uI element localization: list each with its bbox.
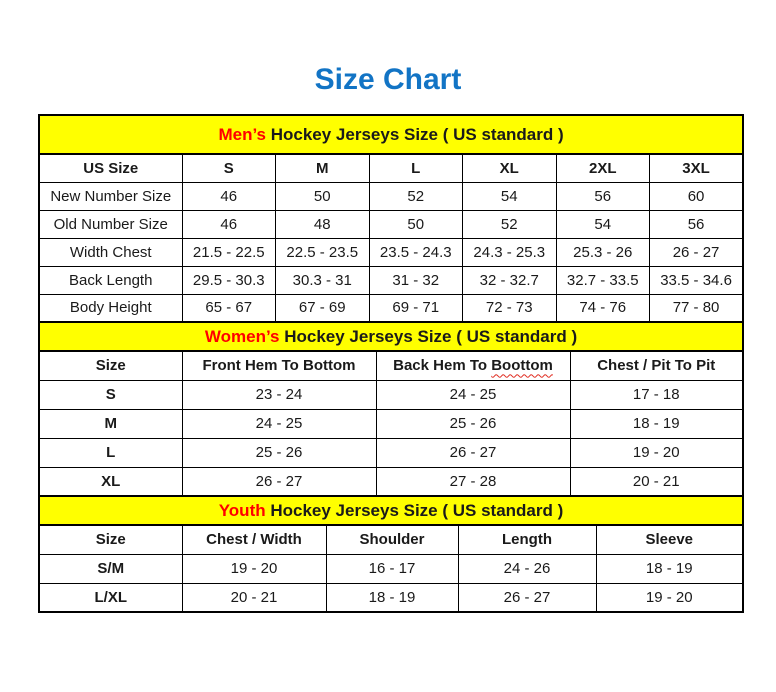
youth-section-band — [39, 496, 743, 525]
cell: 16 - 17 — [326, 554, 458, 583]
column-header: Sleeve — [596, 525, 743, 554]
column-header: XL — [463, 154, 557, 182]
table-row — [39, 409, 743, 438]
womens-size-table — [38, 321, 744, 497]
mens-section-title-highlight: Men’s — [218, 124, 266, 144]
cell: 18 - 19 — [326, 583, 458, 612]
mens-section-band — [39, 115, 743, 154]
cell: 32.7 - 33.5 — [556, 266, 650, 294]
cell: 24 - 25 — [376, 380, 570, 409]
womens-section-title — [39, 322, 743, 351]
table-row — [39, 182, 743, 210]
youth-size-table — [38, 495, 744, 613]
cell: 52 — [369, 182, 463, 210]
youth-header-row — [39, 525, 743, 554]
cell: 67 - 69 — [276, 294, 370, 322]
cell: 54 — [463, 182, 557, 210]
cell: 20 - 21 — [182, 583, 326, 612]
row-label: New Number Size — [39, 182, 182, 210]
column-header: Shoulder — [326, 525, 458, 554]
cell: 17 - 18 — [570, 380, 743, 409]
column-header: S — [182, 154, 276, 182]
cell: 29.5 - 30.3 — [182, 266, 276, 294]
column-header: Length — [458, 525, 596, 554]
page-title: Size Chart — [314, 63, 462, 96]
row-label: Width Chest — [39, 238, 182, 266]
column-header: L — [369, 154, 463, 182]
column-header: 2XL — [556, 154, 650, 182]
cell: 21.5 - 22.5 — [182, 238, 276, 266]
cell: 25 - 26 — [182, 438, 376, 467]
row-label: L/XL — [39, 583, 182, 612]
cell: 56 — [650, 210, 744, 238]
column-header: Chest / Pit To Pit — [570, 351, 743, 380]
cell: 18 - 19 — [596, 554, 743, 583]
column-header: Size — [39, 525, 182, 554]
cell: 26 - 27 — [650, 238, 744, 266]
cell: 20 - 21 — [570, 467, 743, 496]
table-row — [39, 210, 743, 238]
cell: 50 — [369, 210, 463, 238]
cell: 23.5 - 24.3 — [369, 238, 463, 266]
youth-section-title — [39, 496, 743, 525]
cell: 60 — [650, 182, 744, 210]
column-header: Size — [39, 351, 182, 380]
row-label: Body Height — [39, 294, 182, 322]
cell: 33.5 - 34.6 — [650, 266, 744, 294]
cell: 23 - 24 — [182, 380, 376, 409]
cell: 19 - 20 — [182, 554, 326, 583]
row-label: XL — [39, 467, 182, 496]
cell: 30.3 - 31 — [276, 266, 370, 294]
cell: 27 - 28 — [376, 467, 570, 496]
column-header: 3XL — [650, 154, 744, 182]
womens-section-title-highlight: Women’s — [204, 326, 280, 346]
column-header: M — [276, 154, 370, 182]
mens-size-table — [38, 114, 744, 323]
column-header-text: Back Hem To — [393, 357, 492, 375]
mens-section-title-rest: Hockey Jerseys Size ( US standard ) — [266, 124, 564, 144]
cell: 24 - 25 — [182, 409, 376, 438]
table-row — [39, 467, 743, 496]
cell: 22.5 - 23.5 — [276, 238, 370, 266]
cell: 31 - 32 — [369, 266, 463, 294]
youth-section-title-highlight: Youth — [218, 500, 266, 520]
column-header: US Size — [39, 154, 182, 182]
cell: 52 — [463, 210, 557, 238]
cell: 18 - 19 — [570, 409, 743, 438]
cell: 25.3 - 26 — [556, 238, 650, 266]
row-label: Back Length — [39, 266, 182, 294]
cell: 46 — [182, 210, 276, 238]
cell: 54 — [556, 210, 650, 238]
cell: 46 — [182, 182, 276, 210]
cell: 48 — [276, 210, 370, 238]
cell: 24 - 26 — [458, 554, 596, 583]
row-label: Old Number Size — [39, 210, 182, 238]
cell: 25 - 26 — [376, 409, 570, 438]
cell: 19 - 20 — [596, 583, 743, 612]
mens-header-row — [39, 154, 743, 182]
cell: 32 - 32.7 — [463, 266, 557, 294]
cell: 65 - 67 — [182, 294, 276, 322]
womens-section-title-rest: Hockey Jerseys Size ( US standard ) — [279, 326, 578, 346]
table-row — [39, 238, 743, 266]
cell: 26 - 27 — [182, 467, 376, 496]
column-header: Front Hem To Bottom — [182, 351, 376, 380]
row-label: S/M — [39, 554, 182, 583]
table-row — [39, 294, 743, 322]
column-header-misspelled — [376, 351, 570, 380]
spellcheck-underlined-word: Boottom — [491, 357, 553, 375]
table-row — [39, 380, 743, 409]
cell: 74 - 76 — [556, 294, 650, 322]
cell: 26 - 27 — [376, 438, 570, 467]
cell: 19 - 20 — [570, 438, 743, 467]
row-label: S — [39, 380, 182, 409]
youth-section-title-rest: Hockey Jerseys Size ( US standard ) — [265, 500, 564, 520]
cell: 26 - 27 — [458, 583, 596, 612]
table-row — [39, 266, 743, 294]
table-row — [39, 583, 743, 612]
womens-section-band — [39, 322, 743, 351]
womens-header-row — [39, 351, 743, 380]
cell: 77 - 80 — [650, 294, 744, 322]
cell: 56 — [556, 182, 650, 210]
row-label: L — [39, 438, 182, 467]
cell: 50 — [276, 182, 370, 210]
cell: 24.3 - 25.3 — [463, 238, 557, 266]
cell: 69 - 71 — [369, 294, 463, 322]
cell: 72 - 73 — [463, 294, 557, 322]
table-row — [39, 554, 743, 583]
table-row — [39, 438, 743, 467]
row-label: M — [39, 409, 182, 438]
mens-section-title — [39, 115, 743, 154]
column-header: Chest / Width — [182, 525, 326, 554]
